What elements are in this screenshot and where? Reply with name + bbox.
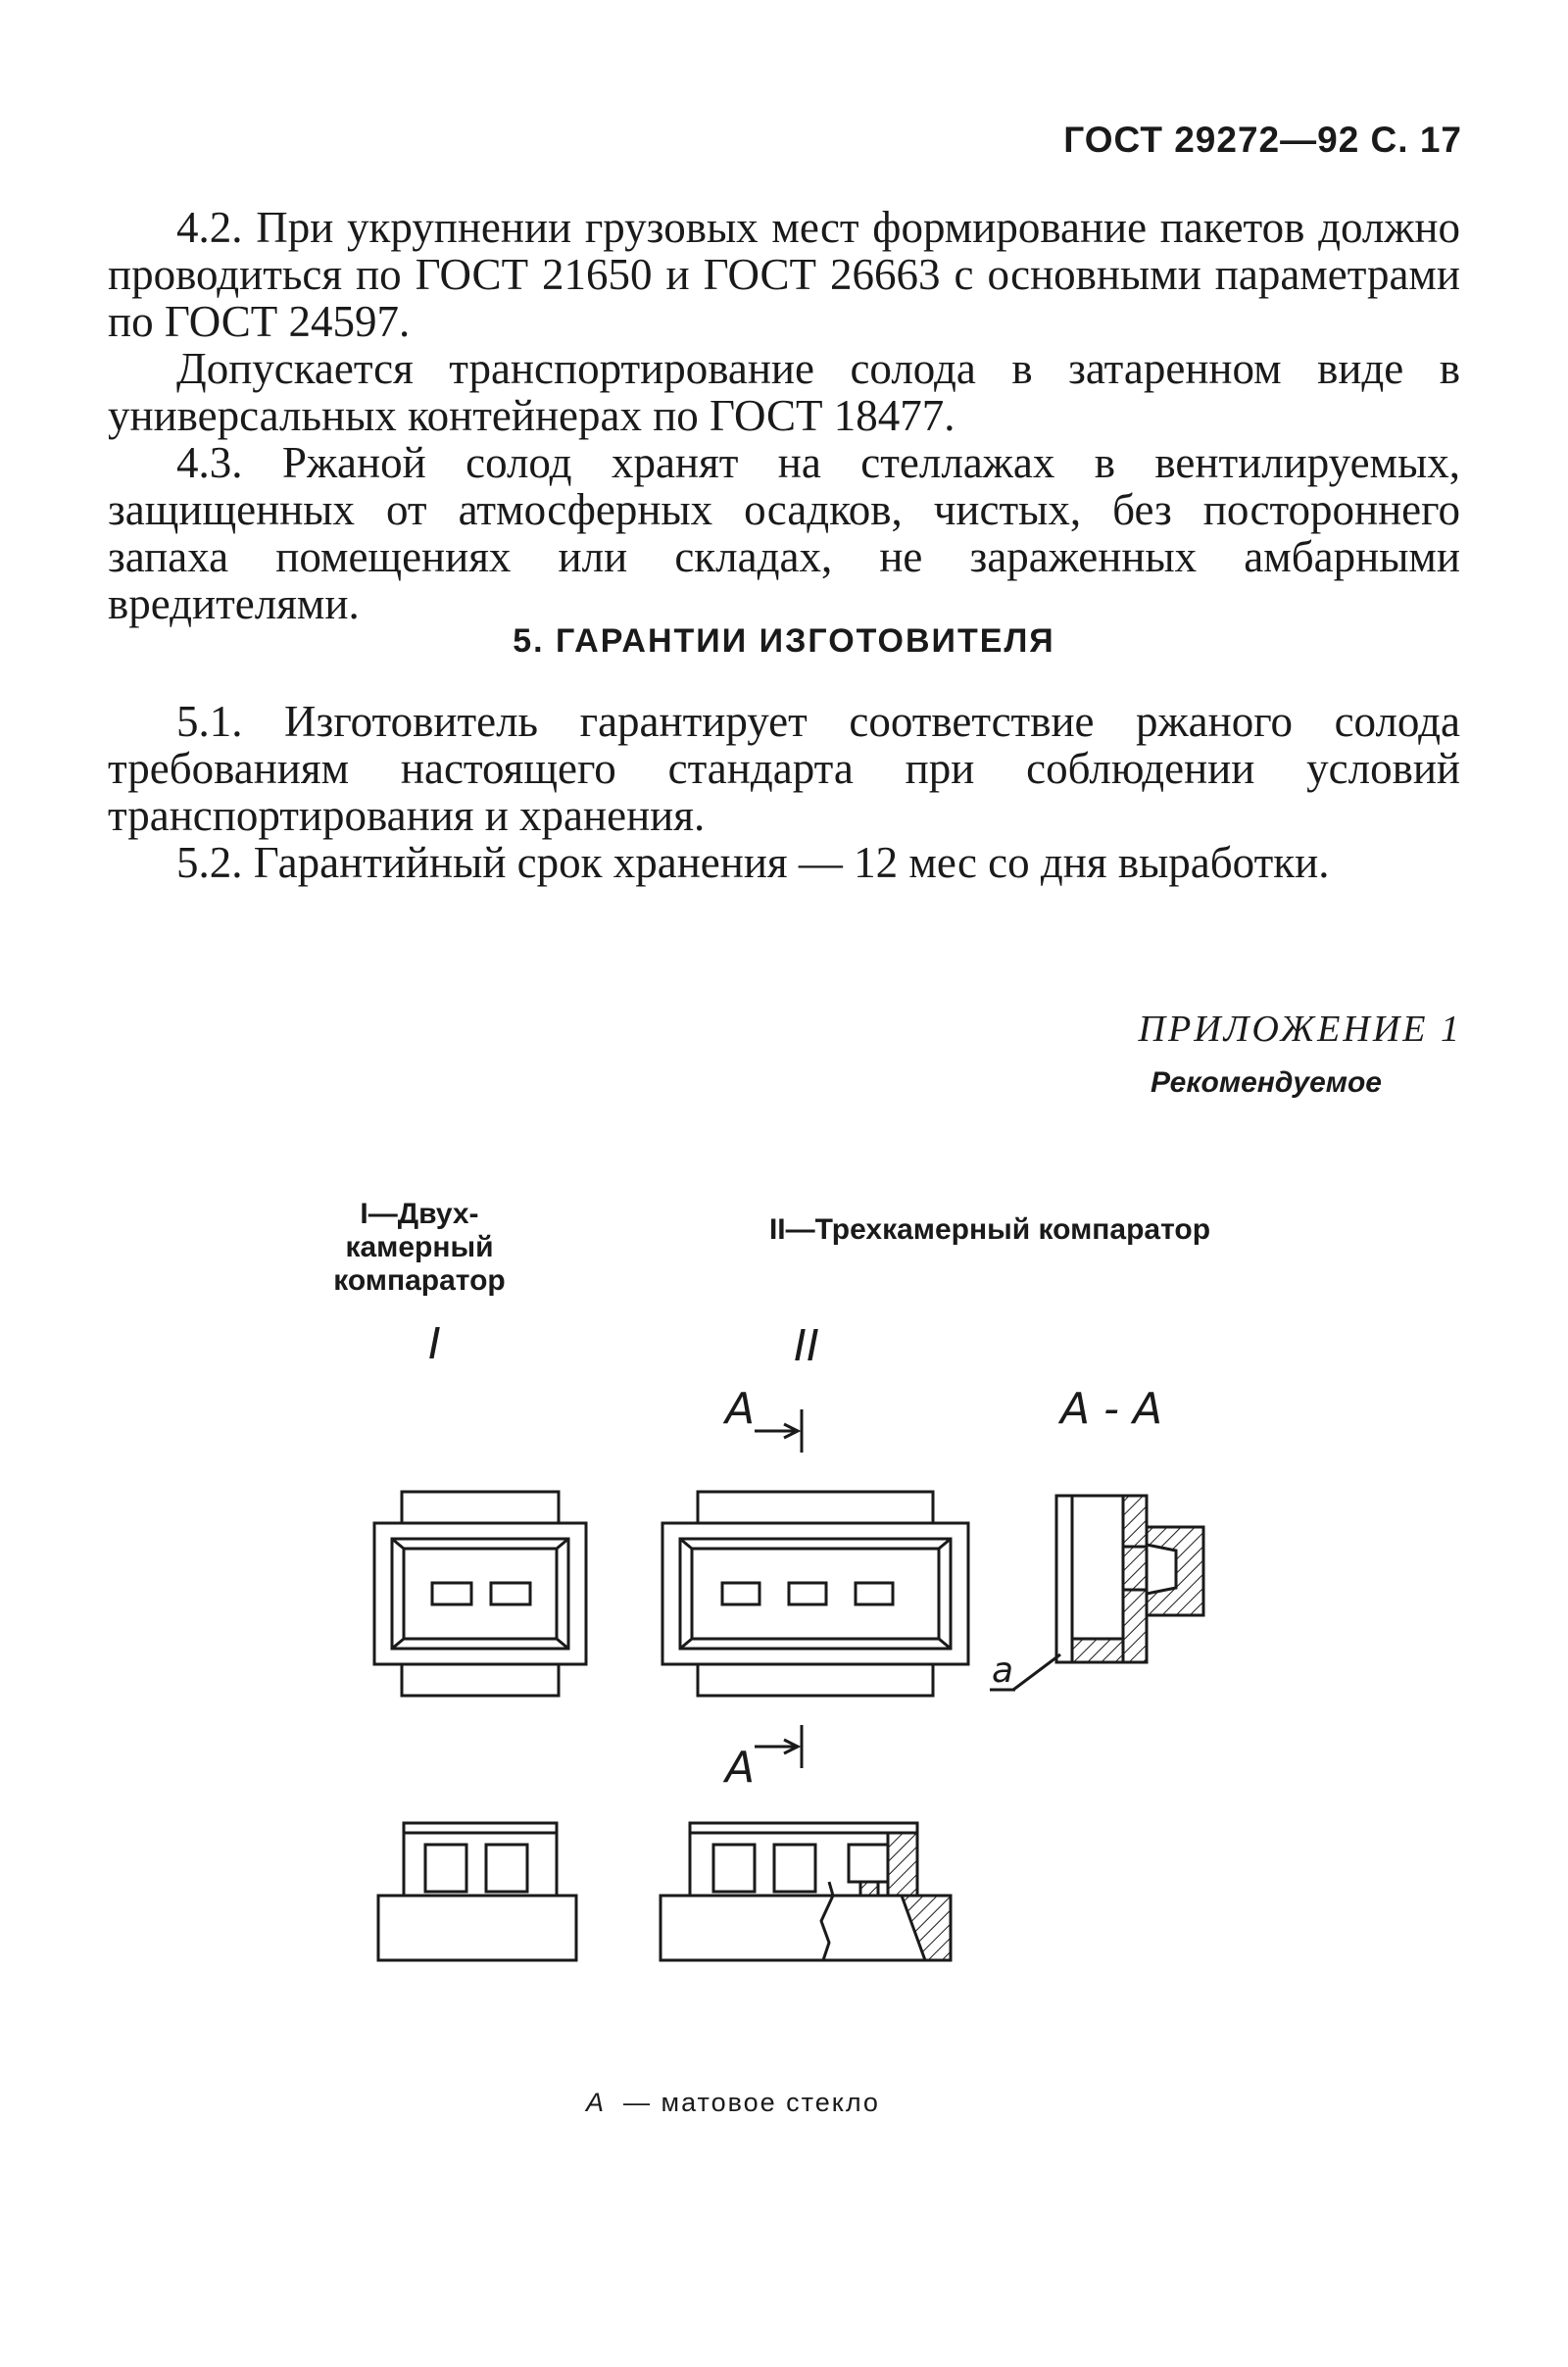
two-chamber-plan [374,1492,586,1696]
paragraph-4-2-container: Допускается транспортирование солода в затаренном виде в универсальных контейнерах по ГОСТ 18477. [108,344,1460,440]
three-chamber-plan [662,1492,968,1696]
legend-symbol: А [586,2088,607,2117]
section-title: 5. ГАРАНТИИ ИЗГОТОВИТЕЛЯ [513,622,1055,660]
detail-label-a: а [992,1651,1014,1691]
page-header: ГОСТ 29272—92 С. 17 [1063,120,1462,160]
paragraph-4-2: 4.2. При укрупнении грузовых мест формирование пакетов должно проводиться по ГОСТ 21650 и ГОСТ 26663 с основными параметрами по ГОСТ 24597. [108,203,1460,346]
comparator-figure [0,1294,1568,2083]
appendix-status: Рекомендуемое [1151,1066,1382,1099]
arrow-label-top: А [725,1384,756,1434]
arrow-label-bottom: А [725,1743,756,1793]
legend-text: — матовое стекло [623,2088,880,2117]
view-label-2: II [794,1321,819,1371]
paragraph-5-1: 5.1. Изготовитель гарантирует соответствие ржаного солода требованиям настоящего стандарта при соблюдении условий транспортирования и хранения. [108,697,1460,840]
section-arrow-top [755,1409,802,1453]
section-a-a-view [990,1496,1203,1690]
section-label-a-a: А - А [1060,1384,1163,1434]
caption-three-chamber: II—Трехкамерный компаратор [768,1213,1211,1246]
figure-legend [586,2088,880,2118]
caption-two-chamber: I—Двух-камерный компаратор [333,1198,506,1297]
paragraph-4-3: 4.3. Ржаной солод хранят на стеллажах в вентилируемых, защищенных от атмосферных осадков, чистых, без постороннего запаха помещениях или складах, не зараженных амбарными вредителями. [108,438,1460,628]
view-label-1: I [428,1319,441,1369]
three-chamber-elevation [661,1823,951,1960]
comparator-drawing [0,1294,1568,2078]
two-chamber-elevation [378,1823,576,1960]
appendix-title: ПРИЛОЖЕНИЕ 1 [1138,1009,1462,1050]
section-arrow-bottom [755,1725,802,1768]
paragraph-5-2: 5.2. Гарантийный срок хранения — 12 мес со дня выработки. [176,838,1330,887]
